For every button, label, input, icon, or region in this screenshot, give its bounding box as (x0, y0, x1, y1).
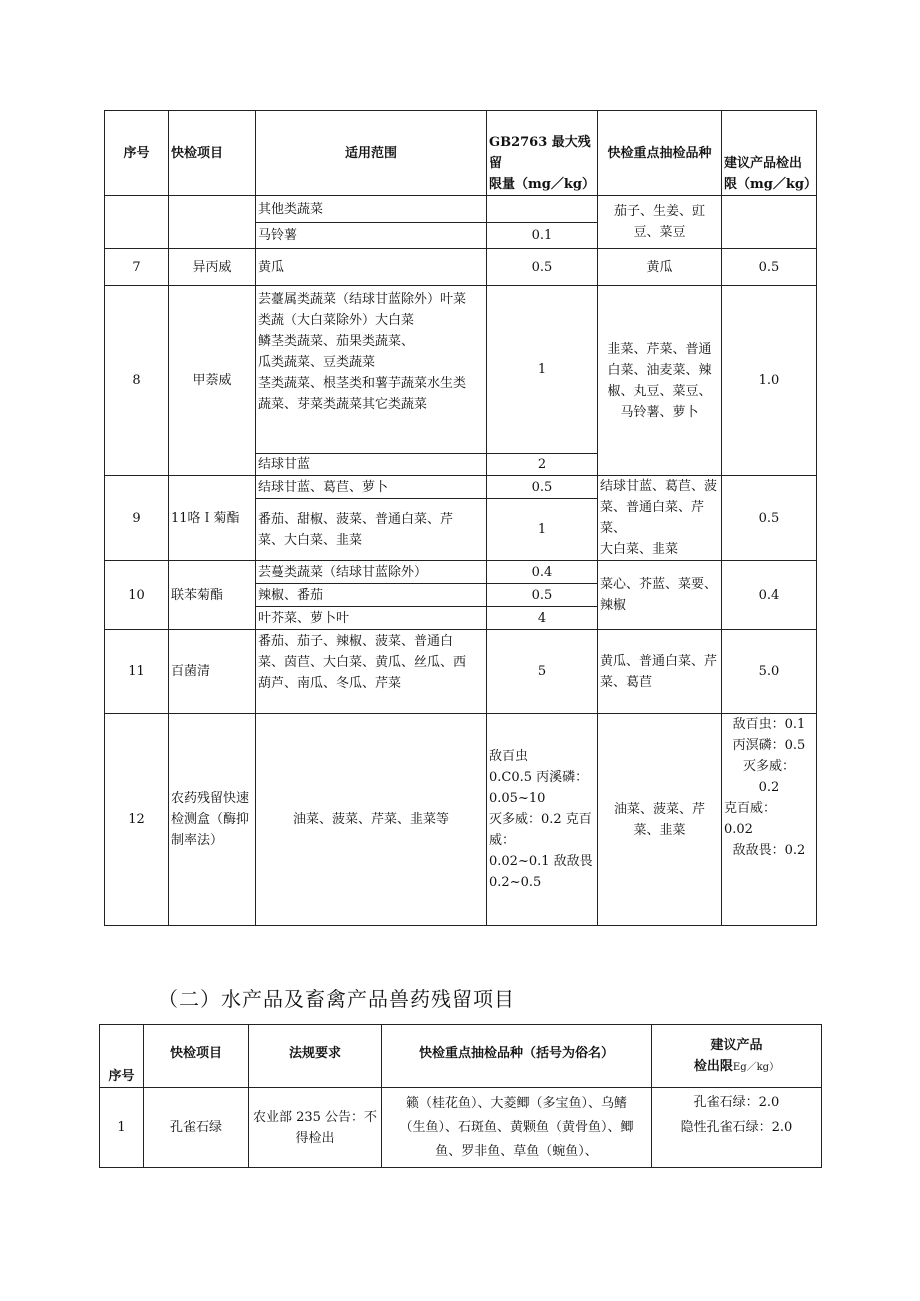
limit-line: 0.02 (724, 822, 753, 837)
cell-mrl: 敌百虫 0.C0.5 丙溪磷： 0.05~10 灭多威：0.2 克百 威： 0.02~0.1 敌敌畏 0.2~0.5 (487, 714, 598, 926)
pesticide-table (104, 110, 817, 926)
header-mrl-line2: 限量（mg／kg） (489, 177, 595, 192)
cell-limit: 0.5 (722, 476, 817, 561)
cell-limit: 5.0 (722, 630, 817, 714)
cell-mrl: 5 (487, 630, 598, 714)
cell-mrl: 0.5 (487, 249, 598, 286)
header-limit-line2 (654, 1056, 819, 1078)
cell-item: 甲萘威 (169, 286, 256, 476)
limit-line: 孔雀石绿：2.0 (693, 1095, 780, 1110)
cell-no: 10 (105, 561, 169, 630)
cell-varieties: 黄瓜、普通白菜、芹 菜、葛苣 (598, 630, 722, 714)
cell-mrl: 0.5 (487, 476, 598, 499)
table-row (105, 561, 817, 584)
cell-varieties: 油菜、菠菜、芹 菜、韭菜 (598, 714, 722, 926)
header-item: 快检项目 (169, 111, 256, 196)
cell-scope: 叶芥菜、萝卜叶 (256, 607, 487, 630)
cell-mrl: 0.1 (487, 223, 598, 249)
cell-item: 异丙威 (169, 249, 256, 286)
cell-no: 11 (105, 630, 169, 714)
header-mrl-line1: GB2763 最大残留 (489, 135, 591, 171)
cell-scope: 黄瓜 (256, 249, 487, 286)
cell-varieties: 黄瓜 (598, 249, 722, 286)
cell-scope: 芸薹属类蔬菜（结球甘蓝除外）叶菜 类蔬（大白菜除外）大白菜 鳞茎类蔬菜、茄果类蔬菜、 瓜类蔬菜、豆类蔬菜 茎类蔬菜、根茎类和薯芋蔬菜水生类 蔬菜、芽菜类蔬菜其它类蔬菜 (256, 286, 487, 454)
cell-mrl (487, 196, 598, 223)
limit-line: 敌百虫：0.1 (732, 717, 806, 732)
header-mrl (487, 111, 598, 196)
header-limit-label: 检出限 (693, 1058, 733, 1074)
section-title: （二）水产品及畜禽产品兽药残留项目 (158, 987, 515, 1011)
cell-item: 孔雀石绿 (144, 1088, 249, 1168)
cell-limit (652, 1088, 822, 1168)
cell-scope: 其他类蔬菜 (256, 196, 487, 223)
header-limit-line1: 建议产品检出 (724, 156, 803, 171)
cell-scope: 马铃薯 (256, 223, 487, 249)
limit-line: 克百威： (724, 801, 777, 816)
header-reg: 法规要求 (249, 1025, 382, 1088)
cell-item: 联苯菊酯 (169, 561, 256, 630)
table-row (105, 249, 817, 286)
table-header-row (100, 1025, 822, 1088)
header-no: 序号 (105, 111, 169, 196)
cell-item (169, 196, 256, 249)
cell-mrl: 0.5 (487, 584, 598, 607)
table-row (105, 286, 817, 454)
table-header-row (105, 111, 817, 196)
table-row (100, 1088, 822, 1168)
cell-varieties: 茄子、生姜、豇 豆、菜豆 (598, 196, 722, 249)
table-row (105, 196, 817, 223)
cell-limit (722, 196, 817, 249)
cell-no: 12 (105, 714, 169, 926)
table-row (105, 476, 817, 499)
cell-scope: 结球甘蓝、葛苣、萝卜 (256, 476, 487, 499)
cell-no (105, 196, 169, 249)
cell-varieties: 籁（桂花鱼）、大菱鲫（多宝鱼）、乌鳍 （生鱼）、石斑鱼、黄颗鱼（黄骨鱼）、鲫 鱼、罗非鱼、草鱼（蜿鱼）、 (382, 1088, 652, 1168)
header-no: 序号 (100, 1025, 144, 1088)
cell-scope: 番茄、甜椒、菠菜、普通白菜、芹 菜、大白菜、韭菜 (256, 499, 487, 561)
header-scope: 适用范围 (256, 111, 487, 196)
cell-varieties: 结球甘蓝、葛苣、菠 菜、普通白菜、芹菜、 大白菜、韭菜 (598, 476, 722, 561)
cell-limit: 0.4 (722, 561, 817, 630)
cell-limit: 0.5 (722, 249, 817, 286)
limit-line: 0.2 (758, 780, 780, 795)
cell-item: 百菌清 (169, 630, 256, 714)
cell-item: 农药残留快速 检测盒（酶抑 制率法） (169, 714, 256, 926)
veterinary-table (99, 1024, 822, 1168)
cell-no: 7 (105, 249, 169, 286)
cell-mrl: 2 (487, 454, 598, 476)
table-row (105, 630, 817, 714)
cell-scope: 芸蔓类蔬菜（结球甘蓝除外） (256, 561, 487, 584)
cell-scope: 结球甘蓝 (256, 454, 487, 476)
header-limit-unit: Eg／kg） (732, 1061, 780, 1073)
cell-item: 11咯Ｉ菊酯 (169, 476, 256, 561)
cell-scope: 油菜、菠菜、芹菜、韭菜等 (256, 714, 487, 926)
header-limit-line2: 限（mg／kg） (724, 177, 817, 192)
header-varieties: 快检重点抽检品种（括号为俗名） (382, 1025, 652, 1088)
limit-line: 灭多威： (742, 759, 795, 774)
limit-line: 丙溟磷：0.5 (732, 738, 806, 753)
header-limit (722, 111, 817, 196)
cell-varieties: 韭菜、芹菜、普通 白菜、油麦菜、辣 椒、丸豆、菜豆、 马铃薯、萝卜 (598, 286, 722, 476)
cell-mrl: 4 (487, 607, 598, 630)
cell-mrl: 0.4 (487, 561, 598, 584)
cell-mrl: 1 (487, 499, 598, 561)
cell-mrl: 1 (487, 286, 598, 454)
limit-line: 敌敌畏：0.2 (732, 843, 806, 858)
header-varieties: 快检重点抽检品种 (598, 111, 722, 196)
cell-limit: 1.0 (722, 286, 817, 476)
cell-varieties: 菜心、芥蓝、菜要、 辣椒 (598, 561, 722, 630)
cell-scope: 辣椒、番茄 (256, 584, 487, 607)
header-limit (652, 1025, 822, 1088)
header-limit-line1: 建议产品 (710, 1037, 763, 1053)
header-item: 快检项目 (144, 1025, 249, 1088)
cell-scope: 番茄、茄子、辣椒、菠菜、普通白 菜、茵苣、大白菜、黄瓜、丝瓜、西 葫芦、南瓜、冬瓜、芹菜 (256, 630, 487, 714)
cell-no: 1 (100, 1088, 144, 1168)
cell-no: 8 (105, 286, 169, 476)
limit-line: 隐性孔雀石绿：2.0 (680, 1120, 793, 1135)
table-row (105, 714, 817, 926)
cell-reg: 农业部 235 公告：不 得检出 (249, 1088, 382, 1168)
cell-no: 9 (105, 476, 169, 561)
cell-limit (722, 714, 817, 926)
